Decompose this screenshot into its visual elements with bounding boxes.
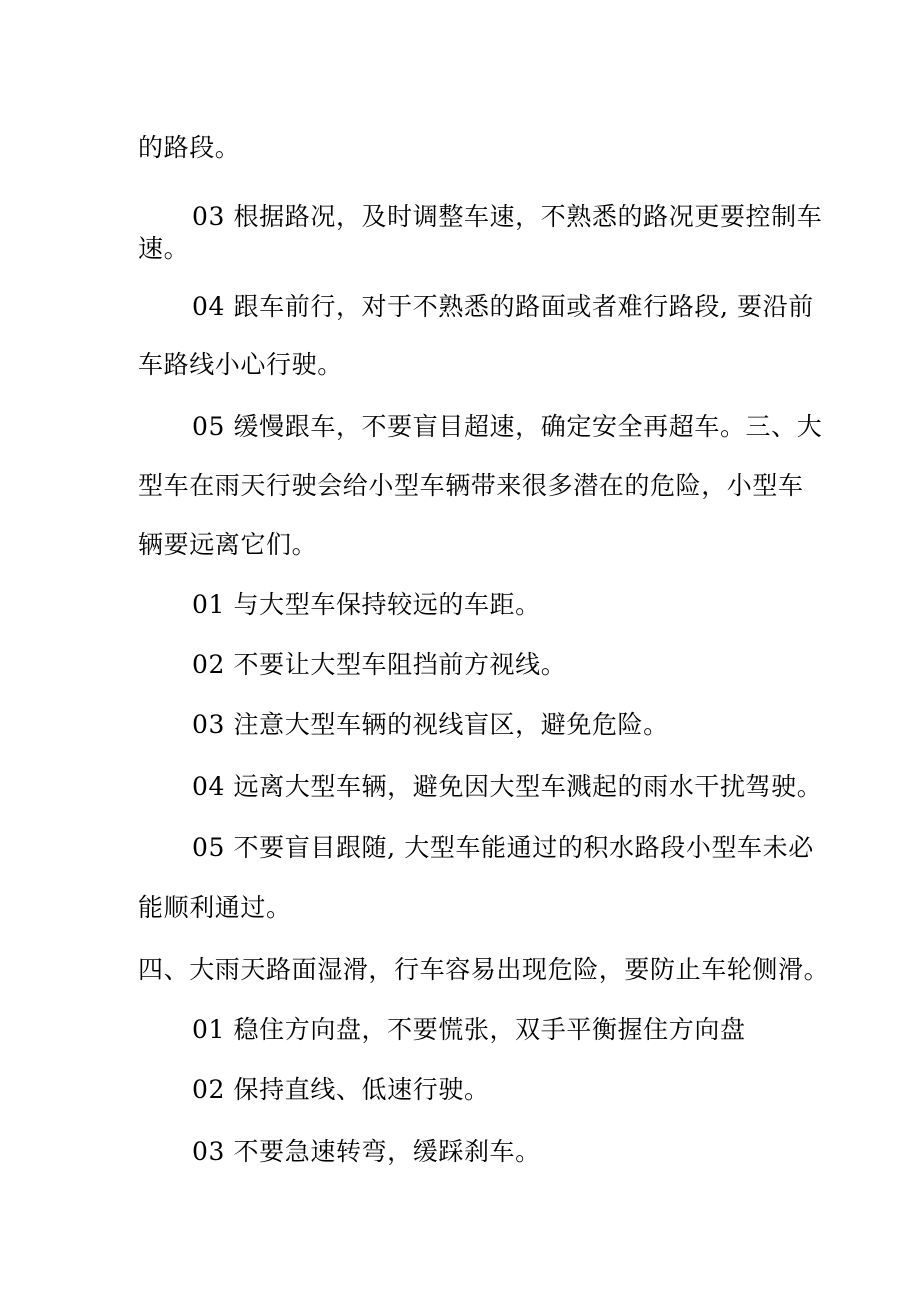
text-line: 型车在雨天行驶会给小型车辆带来很多潜在的危险，小型车 [138,471,804,500]
text-line: 速。 [138,234,190,263]
text-line: 04 远离大型车辆，避免因大型车溅起的雨水干扰驾驶。 [192,772,823,801]
text-line: 05 不要盲目跟随, 大型车能通过的积水路段小型车未必 [192,833,814,862]
text-line: 02 不要让大型车阻挡前方视线。 [192,650,567,679]
text-line: 车路线小心行驶。 [138,350,343,379]
text-line: 05 缓慢跟车，不要盲目超速，确定安全再超车。三、大 [192,412,823,441]
text-line: 01 稳住方向盘，不要慌张，双手平衡握住方向盘 [192,1015,746,1044]
text-line: 01 与大型车保持较远的车距。 [192,590,541,619]
text-line: 能顺利通过。 [138,893,292,922]
text-line: 02 保持直线、低速行驶。 [192,1075,490,1104]
text-line: 03 根据路况，及时调整车速，不熟悉的路况更要控制车 [192,202,823,231]
section-heading: 四、大雨天路面湿滑，行车容易出现危险，要防止车轮侧滑。 [138,955,830,984]
text-line: 04 跟车前行，对于不熟悉的路面或者难行路段, 要沿前 [192,292,814,321]
text-line: 的路段。 [138,133,241,162]
text-line: 03 不要急速转弯，缓踩刹车。 [192,1137,541,1166]
text-line: 03 注意大型车辆的视线盲区，避免危险。 [192,710,669,739]
text-line: 辆要远离它们。 [138,530,318,559]
